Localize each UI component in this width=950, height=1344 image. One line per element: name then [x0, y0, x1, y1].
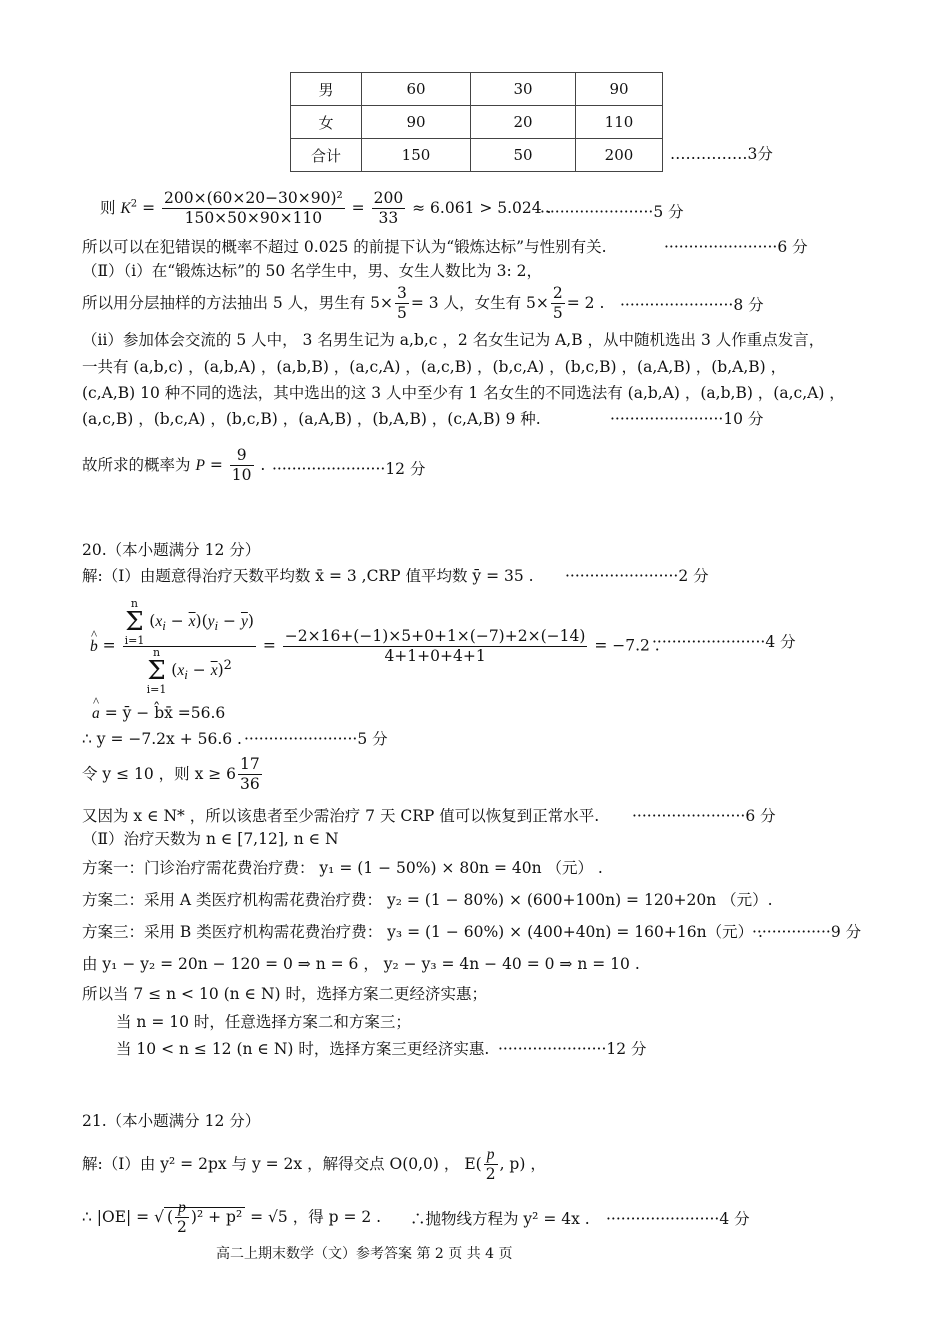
b-numerator: −2×16+(−1)×5+0+1×(−7)+2×(−14): [283, 627, 588, 647]
part-ii-ii: （ⅱ）参加体会交流的 5 人中， 3 名男生记为 a,b,c ，2 名女生记为 A,B ，从中随机选出 3 人作重点发言，: [82, 331, 825, 349]
table-cell: 200: [576, 139, 663, 172]
table-cell: 110: [576, 106, 663, 139]
score-note: ……………3分: [670, 145, 773, 163]
k2-tail: ≈ 6.061 > 5.024 .: [412, 198, 552, 217]
ineq-denominator: 36: [240, 775, 260, 794]
table-row: [291, 139, 663, 172]
k2-denominator-2: 33: [378, 209, 399, 228]
score-8: ·······················8 分: [620, 296, 764, 314]
table-cell: 60: [362, 73, 471, 106]
a-hat-text: = ȳ − b̂x̄ =56.6: [104, 704, 226, 722]
probability-line: 故所求的概率为 P = $\frac{9}{10}$ .: [82, 446, 266, 485]
table-cell: 150: [362, 139, 471, 172]
plan-3: 方案三：采用 B 类医疗机构需花费治疗费： y₃ = (1 − 60%) × (400+40n) = 160+16n（元） .: [82, 923, 763, 941]
q21-line2-a: ∴ |OE| =: [82, 1207, 150, 1226]
a-hat-line: ^ a = ȳ − b̂x̄ =56.6: [92, 704, 225, 724]
table-cell: 50: [471, 139, 576, 172]
table-cell: 合计: [291, 139, 362, 172]
b-sum-fraction: n Σ i=1 $(x_i - \overline{x})(y_i - \overline{y})$ n Σ i=1 $(x_i - \overline{x})^2$: [124, 597, 254, 696]
contingency-table: [290, 72, 663, 172]
q20-score-6: ·······················6 分: [632, 807, 776, 825]
q20-score-4: ·······················4 分: [652, 633, 796, 651]
plan-2: 方案二：采用 A 类医疗机构需花费治疗费： y₂ = (1 − 80%) × (600+100n) = 120+20n （元）.: [82, 891, 773, 909]
q21-parabola: ∴抛物线方程为 y² = 4x .: [410, 1210, 590, 1228]
strat-text-b: 人，女生有: [443, 293, 522, 312]
q21-line2-b: = √5 ，得 p = 2 .: [250, 1207, 382, 1226]
q21-line1-b: , p) ，: [499, 1154, 546, 1173]
conclusion-3: 当 10 < n ≤ 12 (n ∈ N) 时，选择方案三更经济实惠.: [116, 1040, 490, 1058]
ineq-numerator: 17: [238, 755, 262, 775]
q20-line1: 解:（Ⅰ）由题意得治疗天数平均数 x̄ = 3 ,CRP 值平均数 ȳ = 35 .: [82, 567, 534, 585]
k2-prefix: 则: [100, 198, 116, 217]
k2-numerator: 200×(60×20−30×90)²: [162, 189, 345, 209]
strat-text-c: .: [599, 293, 605, 312]
table-cell: 90: [362, 106, 471, 139]
score-5: ·······················5 分: [540, 203, 684, 221]
list-line-1: 一共有 (a,b,c) ，(a,b,A) ，(a,b,B) ，(a,c,A) ，(a,c,B) ，(b,c,A) ，(b,c,B) ，(a,A,B) ，(b,A,B) ，: [82, 358, 787, 376]
root-close: )² + p²: [190, 1207, 243, 1226]
b-hat-formula: ^ b = n Σ i=1 $(x_i - \overline{x})(y_i - \overline{y})$ n Σ i=1 $(x_i - \overline{x})^2$ = $\frac{-2\times 16+(-1)\times 5+0+1\times(-7)+2\times(-14)}{4+1+0+4+1}$ = −7.2 .: [90, 598, 660, 695]
q20-score-2: ·······················2 分: [565, 567, 709, 585]
table-cell: 男: [291, 73, 362, 106]
q20-score-12: ······················12 分: [498, 1040, 647, 1058]
q20-heading: 20.（本小题满分 12 分）: [82, 541, 261, 559]
table-cell: 30: [471, 73, 576, 106]
b-result: = −7.2 .: [594, 636, 660, 655]
k2-fraction-2: [372, 189, 406, 229]
conclusion-line: 所以可以在犯错误的概率不超过 0.025 的前提下认为“锻炼达标”与性别有关.: [82, 238, 607, 256]
q21-score-4: ·······················4 分: [606, 1210, 750, 1228]
k2-numerator-2: 200: [372, 189, 406, 209]
regression-line: ∴ y = −7.2x + 56.6 .: [82, 730, 242, 748]
root-open: (: [166, 1207, 174, 1226]
q21-line2: ∴ |OE| = √ ( $\frac{p}{2}$ )² + p² = √5 ，得 p = 2 .: [82, 1199, 382, 1237]
b-denominator: 4+1+0+4+1: [384, 647, 486, 665]
score-10: ·······················10 分: [610, 410, 764, 428]
score-12: ·······················12 分: [272, 460, 426, 478]
q21-den: 2: [485, 1165, 496, 1184]
stratified-line: 所以用分层抽样的方法抽出 5 人，男生有 5× $\frac{3}{5}$ = 3 人，女生有 5× $\frac{2}{5}$ = 2 .: [82, 284, 605, 323]
k2-formula: 则 $K^2$ = $\frac{\text{200×(60×20−30×90)²}}{150\times 50\times 90\times 110}$ = $\frac{200}{33}$ ≈ 6.061 > 5.024 .: [100, 189, 552, 228]
q21-line1-a: 解:（Ⅰ）由 y² = 2px 与 y = 2x ，解得交点 O(0,0) ， E(: [82, 1154, 482, 1173]
table-cell: 20: [471, 106, 576, 139]
prob-denominator: 10: [231, 466, 252, 485]
inequality-line: [82, 755, 264, 795]
q20-part-ii: （Ⅱ）治疗天数为 n ∈ [7,12], n ∈ N: [82, 830, 339, 848]
k2-fraction: [162, 189, 345, 229]
table-row: [291, 73, 663, 106]
ineq-text: 令 y ≤ 10 ，则 x ≥ 6: [82, 764, 237, 783]
conclusion-1: 所以当 7 ≤ n < 10 (n ∈ N) 时，选择方案二更经济实惠；: [82, 985, 487, 1003]
prob-numerator: 9: [230, 446, 254, 466]
page-footer: 高二上期末数学（文）参考答案 第 2 页 共 4 页: [216, 1246, 513, 1262]
conclusion-2: 当 n = 10 时，任意选择方案二和方案三；: [116, 1013, 411, 1031]
table-cell: 90: [576, 73, 663, 106]
q21-heading: 21.（本小题满分 12 分）: [82, 1112, 261, 1130]
part-ii-i: （Ⅱ）（ⅰ）在“锻炼达标”的 50 名学生中，男、女生人数比为 3: 2，: [82, 262, 542, 280]
q21-line1: [82, 1145, 546, 1185]
q20-score-9: ················9 分: [752, 923, 862, 941]
b-value-fraction: [283, 627, 588, 667]
list-line-2: (c,A,B) 10 种不同的选法，其中选出的这 3 人中至少有 1 名女生的不同选法有 (a,b,A) ，(a,b,B) ，(a,c,A) ，: [82, 384, 845, 402]
score-6: ·······················6 分: [664, 238, 808, 256]
k2-denominator: 150×50×90×110: [184, 209, 323, 228]
diff-line: 由 y₁ − y₂ = 20n − 120 = 0 ⇒ n = 6 ， y₂ − y₃ = 4n − 40 = 0 ⇒ n = 10 .: [82, 955, 640, 973]
table-cell: 女: [291, 106, 362, 139]
list-line-3: (a,c,B) ，(b,c,A) ，(b,c,B) ，(a,A,B) ，(b,A,B) ，(c,A,B) 9 种.: [82, 410, 541, 428]
table-row: [291, 106, 663, 139]
plan-1: 方案一：门诊治疗需花费治疗费： y₁ = (1 − 50%) × 80n = 40n （元） .: [82, 859, 603, 877]
strat-text-a: 所以用分层抽样的方法抽出 5 人，男生有: [82, 293, 366, 312]
q20-score-5: ·······················5 分: [244, 730, 388, 748]
prob-text: 故所求的概率为: [82, 455, 191, 474]
q21-num: p: [484, 1145, 498, 1165]
q20-n-line: 又因为 x ∈ N* ，所以该患者至少需治疗 7 天 CRP 值可以恢复到正常水平.: [82, 807, 600, 825]
